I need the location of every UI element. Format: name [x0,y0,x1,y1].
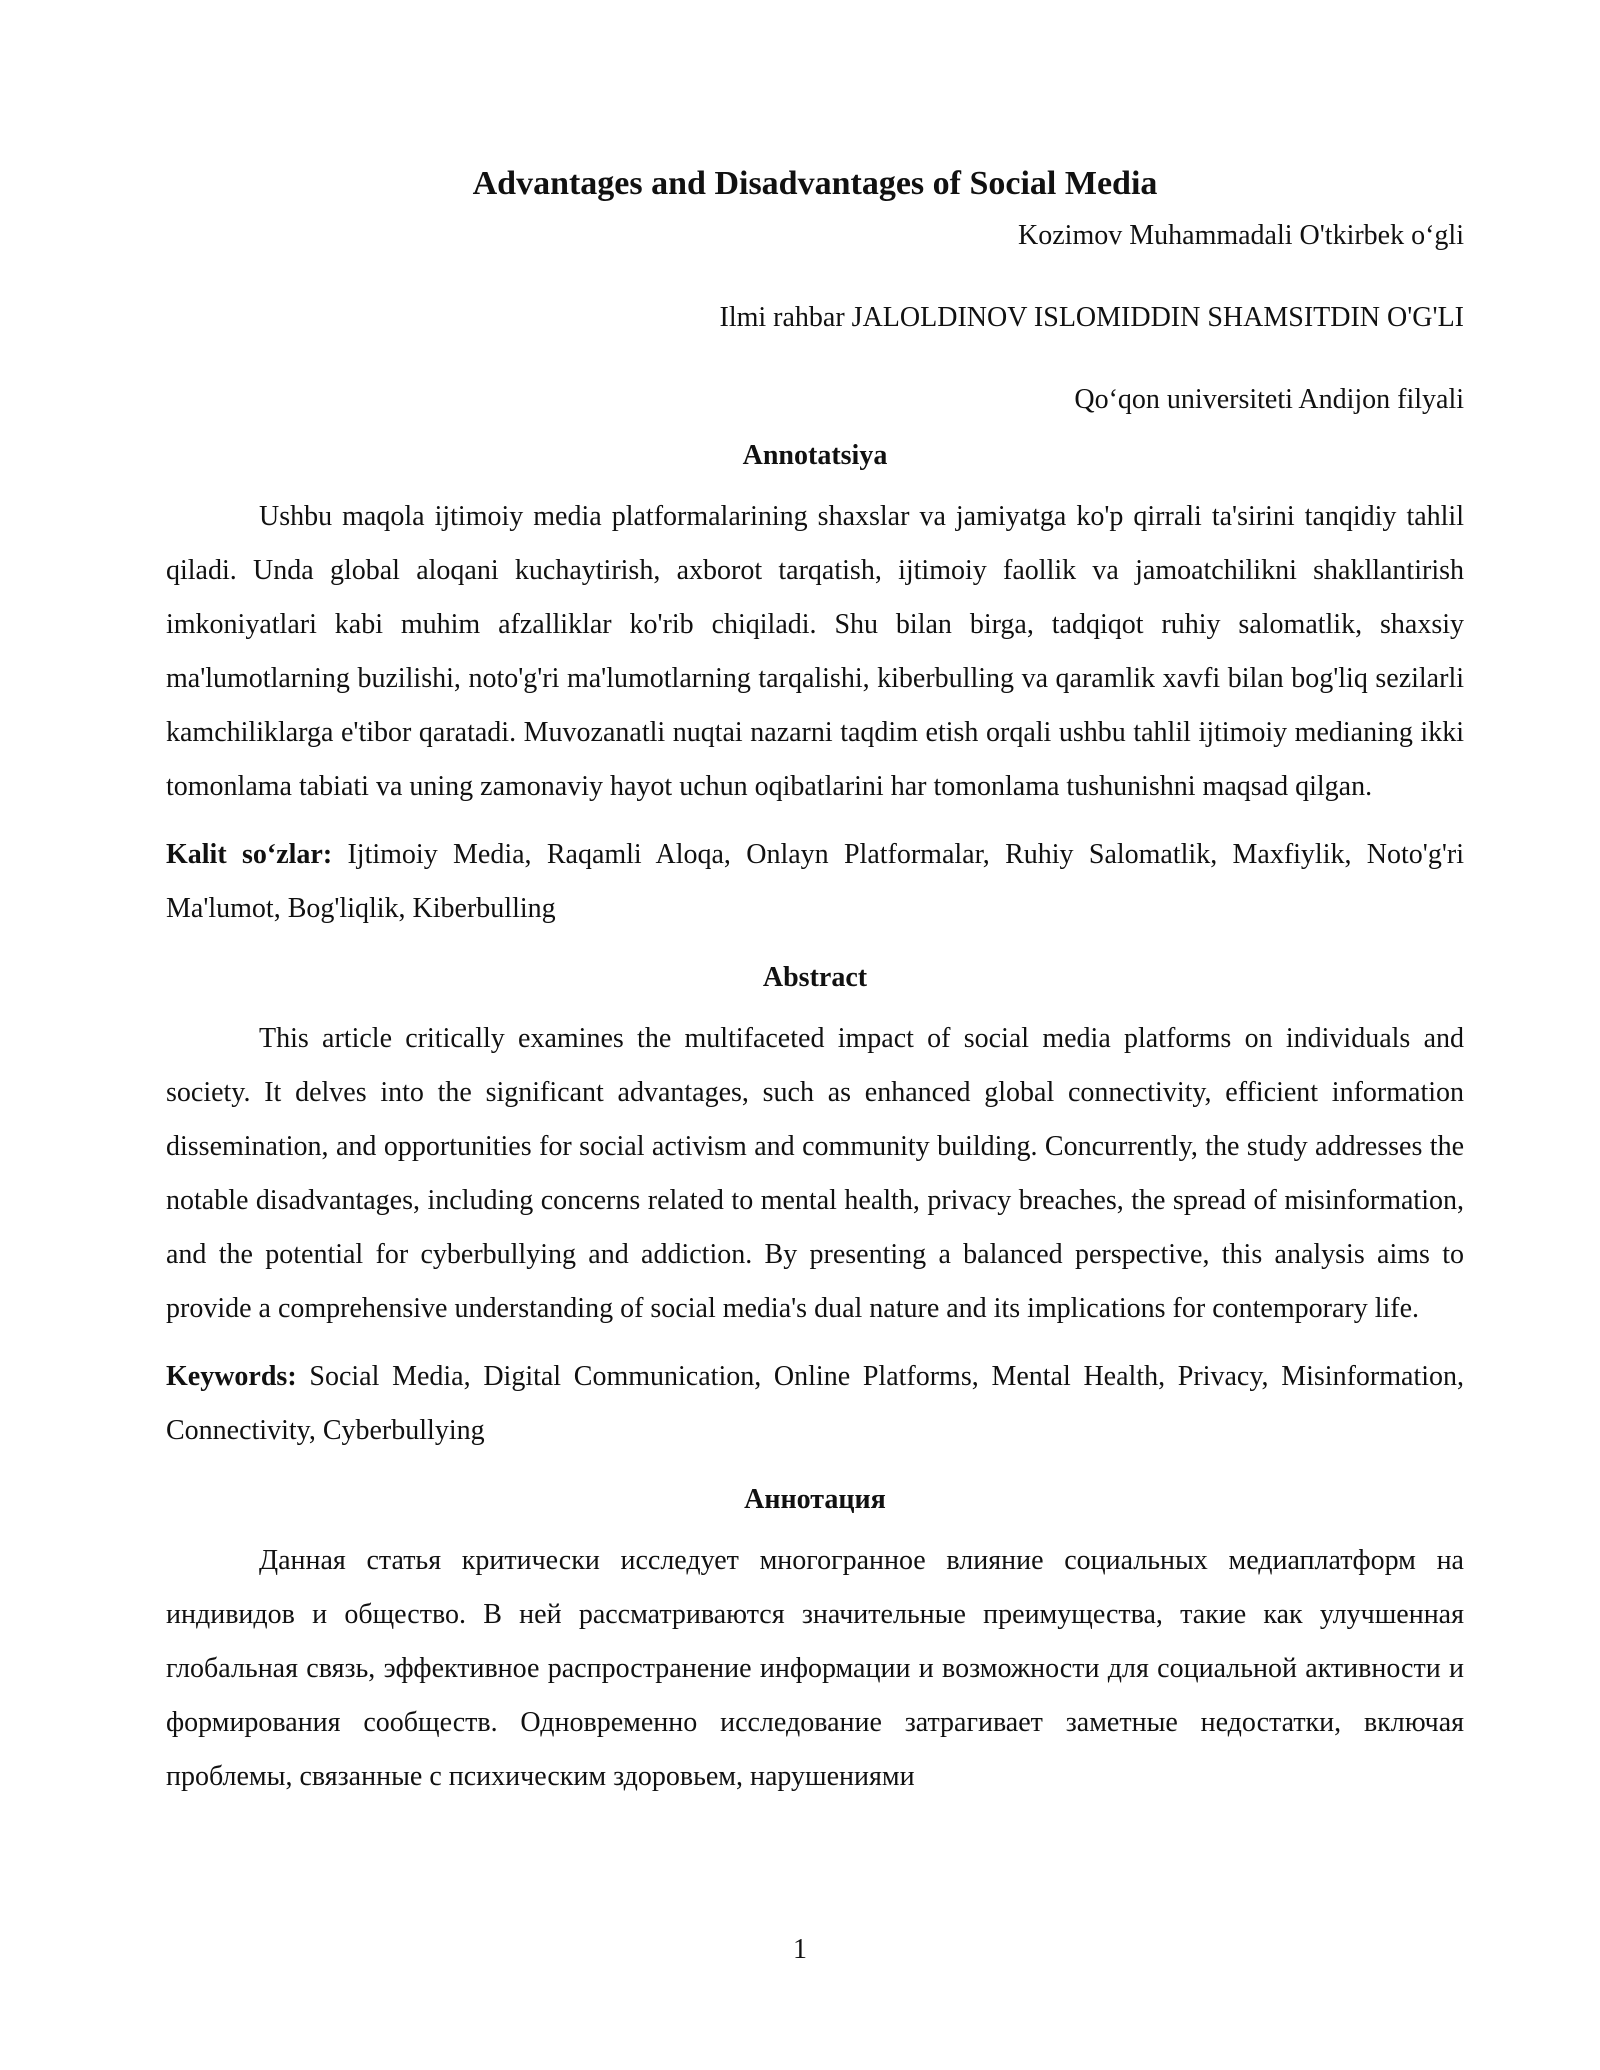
uzbek-abstract-text: Ushbu maqola ijtimoiy media platformalarining shaxslar va jamiyatga ko'p qirrali ta'sirini tanqidiy tahlil qiladi. Unda global aloqani kuchaytirish, axborot tarqatish, ijtimoiy faollik va jamoatchilikni shakllantirish imkoniyatlari kabi muhim afzalliklar ko'rib chiqiladi. Shu bilan birga, tadqiqot ruhiy salomatlik, shaxsiy ma'lumotlarning buzilishi, noto'g'ri ma'lumotlarning tarqalishi, kiberbulling va qaramlik xavfi bilan bog'liq sezilarli kamchiliklarga e'tibor qaratadi. Muvozanatli nuqtai nazarni taqdim etish orqali ushbu tahlil ijtimoiy medianing ikki tomonlama tabiati va uning zamonaviy hayot uchun oqibatlarini har tomonlama tushunishni maqsad qilgan. [166,501,1464,802]
english-abstract-text: This article critically examines the multifaceted impact of social media platforms on individuals and society. It delves into the significant advantages, such as enhanced global connectivity, efficient information dissemination, and opportunities for social activism and community building. Concurrently, the study addresses the notable disadvantages, including concerns related to mental health, privacy breaches, the spread of misinformation, and the potential for cyberbullying and addiction. By presenting a balanced perspective, this analysis aims to provide a comprehensive understanding of social media's dual nature and its implications for contemporary life. [166,1023,1464,1324]
uzbek-keywords-list: Ijtimoiy Media, Raqamli Aloqa, Onlayn Platformalar, Ruhiy Salomatlik, Maxfiylik, Noto'g'ri Ma'lumot, Bog'liqlik, Kiberbulling [166,839,1464,924]
russian-abstract-text: Данная статья критически исследует многогранное влияние социальных медиаплатформ на индивидов и общество. В ней рассматриваются значительные преимущества, такие как улучшенная глобальная связь, эффективное распространение информации и возможности для социальной активности и формирования сообществ. Одновременно исследование затрагивает заметные недостатки, включая проблемы, связанные с психическим здоровьем, нарушениями [166,1545,1464,1792]
scientific-advisor: Ilmi rahbar JALOLDINOV ISLOMIDDIN SHAMSITDIN O'G'LI [719,302,1464,333]
russian-abstract-heading: Аннотация [744,1484,886,1515]
page-number: 1 [793,1934,807,1965]
english-keywords-list: Social Media, Digital Communication, Online Platforms, Mental Health, Privacy, Misinformation, Connectivity, Cyberbullying [166,1361,1464,1446]
uzbek-keywords [166,828,1464,936]
paper-title: Advantages and Disadvantages of Social Media [472,165,1158,202]
english-keywords [166,1350,1464,1458]
uzbek-abstract-heading: Annotatsiya [742,440,888,471]
page-content [166,160,1464,1818]
affiliation: Qo‘qon universiteti Andijon filyali [1074,384,1464,415]
uzbek-keywords-label: Kalit so‘zlar: [166,839,333,870]
english-keywords-label: Keywords: [166,1361,297,1392]
english-abstract-heading: Abstract [762,962,868,993]
author-name: Kozimov Muhammadali O'tkirbek o‘gli [1018,220,1464,251]
